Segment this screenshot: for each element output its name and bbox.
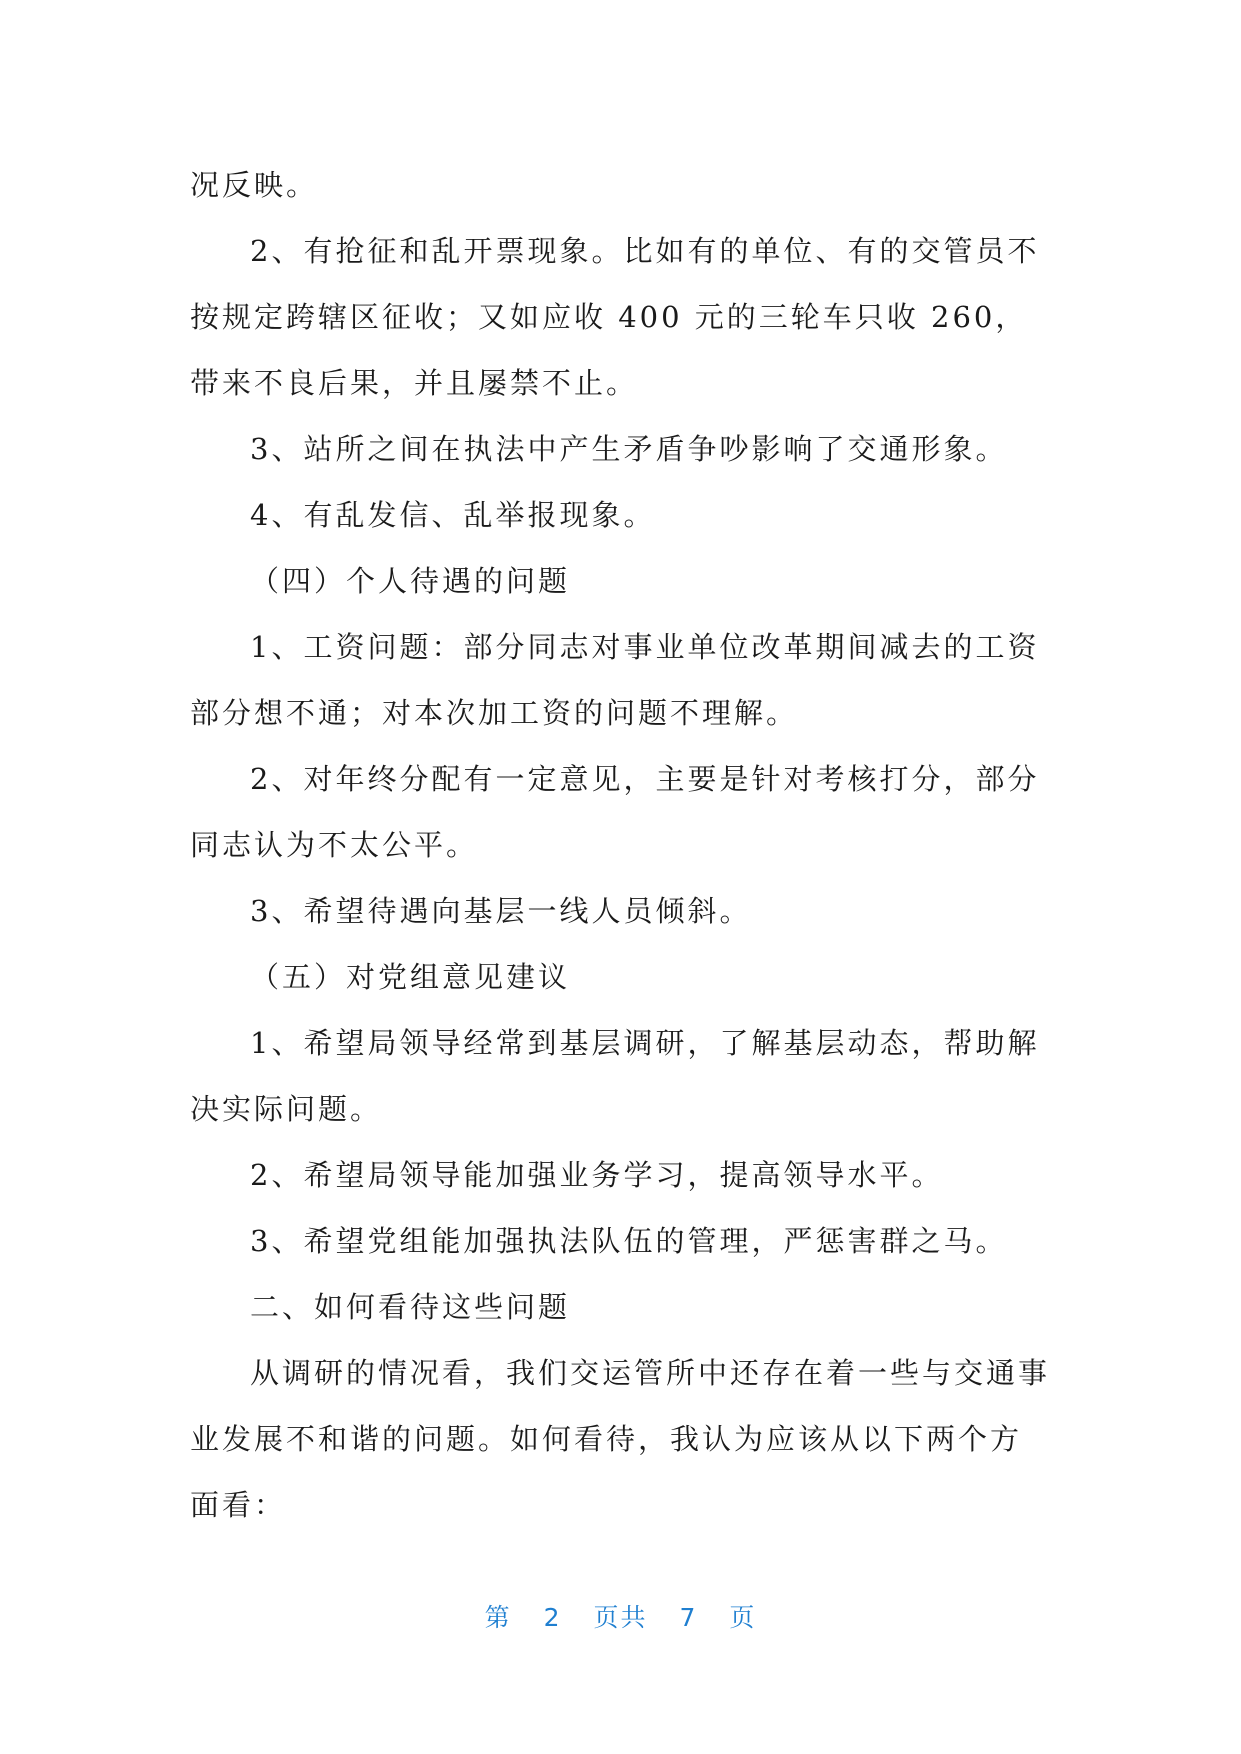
paragraph: 从调研的情况看，我们交运管所中还存在着一些与交通事业发展不和谐的问题。如何看待，我认为应该从以下两个方面看： bbox=[190, 1356, 1051, 1522]
section-heading: （四）个人待遇的问题 bbox=[250, 564, 571, 598]
footer-prefix: 第 bbox=[484, 1603, 512, 1632]
paragraph: 3、希望待遇向基层一线人员倾斜。 bbox=[250, 894, 752, 928]
footer-suffix: 页 bbox=[729, 1603, 757, 1632]
paragraph: 3、站所之间在执法中产生矛盾争吵影响了交通形象。 bbox=[250, 432, 1008, 466]
paragraph: 3、希望党组能加强执法队伍的管理，严惩害群之马。 bbox=[250, 1224, 1008, 1258]
section-heading: （五）对党组意见建议 bbox=[250, 960, 571, 994]
paragraph: 1、希望局领导经常到基层调研，了解基层动态，帮助解决实际问题。 bbox=[190, 1026, 1040, 1126]
page-footer bbox=[0, 1598, 1241, 1634]
total-pages-number: 7 bbox=[679, 1603, 698, 1632]
paragraph: 1、工资问题：部分同志对事业单位改革期间减去的工资部分想不通；对本次加工资的问题不理解。 bbox=[190, 630, 1040, 730]
paragraph: 2、有抢征和乱开票现象。比如有的单位、有的交管员不按规定跨辖区征收；又如应收 400 元的三轮车只收 260，带来不良后果，并且屡禁不止。 bbox=[190, 234, 1040, 400]
paragraph: 2、希望局领导能加强业务学习，提高领导水平。 bbox=[250, 1158, 944, 1192]
current-page-number: 2 bbox=[543, 1603, 562, 1632]
section-heading: 二、如何看待这些问题 bbox=[250, 1290, 571, 1324]
footer-middle: 页共 bbox=[593, 1603, 648, 1632]
paragraph: 4、有乱发信、乱举报现象。 bbox=[250, 498, 656, 532]
paragraph: 2、对年终分配有一定意见，主要是针对考核打分，部分同志认为不太公平。 bbox=[190, 762, 1040, 862]
document-body bbox=[190, 152, 1052, 1538]
paragraph: 况反映。 bbox=[190, 168, 319, 202]
